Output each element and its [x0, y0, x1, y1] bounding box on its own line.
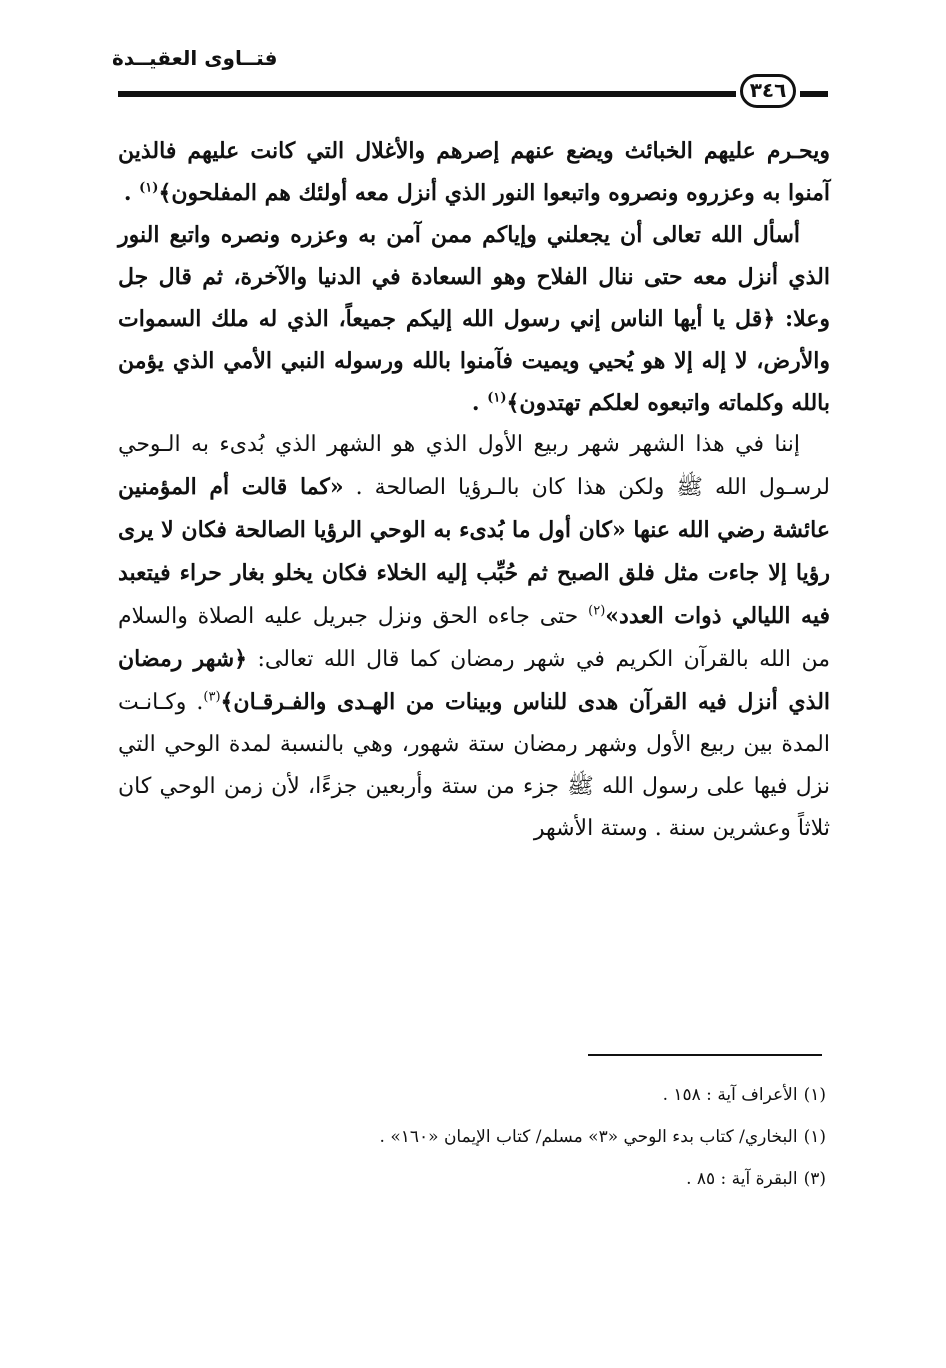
main-text	[118, 130, 830, 850]
footnote-item	[118, 1074, 826, 1116]
header-divider	[118, 91, 736, 97]
footnote-divider	[588, 1054, 822, 1056]
footnote-item	[118, 1158, 826, 1200]
paragraph-text: ويحـرم عليهم الخبائث ويضع عنهم إصرهم والأغلال التي كانت عليهم فالذين آمنوا به وعزروه ونصروه واتبعوا النور الذي أنزل معه أولئك هم المفلحون﴾	[118, 138, 830, 206]
footnote-number: (٣)	[803, 1169, 826, 1189]
paragraph-text: .	[471, 390, 488, 416]
page-number: ٣٤٦	[740, 74, 796, 108]
paragraph-text: حتى جاءه الحق ونزل جبريل عليه الصلاة والسلام من الله بالقرآن الكريم في شهر رمضان كما قال الله تعالى:	[118, 604, 830, 672]
paragraph-text: .	[123, 180, 140, 206]
footnote-text: الأعراف آية : ١٥٨ .	[662, 1085, 798, 1105]
footnote-text: البقرة آية : ٨٥ .	[686, 1169, 798, 1189]
footnotes	[118, 1074, 826, 1200]
paragraph-supplication	[118, 214, 830, 424]
running-header-title: فتــاوى العقيــدة	[112, 46, 278, 70]
footnote-marker: (١)	[487, 390, 507, 406]
paragraph-text: أسأل الله تعالى أن يجعلني وإياكم ممن آمن به وعزره ونصره واتبع النور الذي أنزل معه حتى ننال الفلاح وهو السعادة في الدنيا والآخرة، ثم قال جل وعلا: ﴿قل يا أيها الناس إني رسول الله إليكم جميعاً، الذي له ملك السموات والأرض، لا إله إلا هو يُحيي ويميت فآمنوا بالله ورسوله النبي الأمي الذي يؤمن بالله وكلماته واتبعوه لعلكم تهتدون﴾	[118, 222, 830, 416]
paragraph-revelation	[118, 424, 830, 850]
paragraph-text: . وكـانـت المدة بين ربيع الأول وشهر رمضان ستة شهور، وهي بالنسبة لمدة الوحي التي نزل فيها على رسول الله ﷺ جزء من ستة وأربعين جزءًا، لأن زمن الوحي كان ثلاثاً وعشرين سنة . وستة الأشهر	[118, 690, 830, 841]
footnote-number: (١)	[803, 1127, 826, 1147]
quran-quote: ﴿شهر رمضان الذي أنزل فيه القرآن هدى للناس وبينات من الهـدى والفـرقـان﴾	[118, 646, 831, 715]
hadith-quote: «كما قالت أم المؤمنين عائشة رضي الله عنها «كان أول ما بُدىء به الوحي الرؤيا الصالحة فكان لا يرى رؤيا إلا جاءت مثل فلق الصبح ثم حُبِّب إليه الخلاء فكان يخلو بغار حراء فيتعبد فيه الليالي ذوات العدد»	[118, 474, 830, 629]
header-divider-right	[800, 91, 828, 97]
paragraph-quran-quote-1	[118, 130, 830, 214]
footnote-marker: (٣)	[203, 689, 221, 705]
footnote-number: (١)	[803, 1085, 826, 1105]
footnote-item	[118, 1116, 826, 1158]
footnote-marker: (١)	[139, 180, 159, 196]
footnote-marker: (٢)	[588, 603, 606, 619]
paragraph-text: إننا في هذا الشهر شهر ربيع الأول الذي هو الشهر الذي بُدىء به الـوحي لرسـول الله ﷺ ولكن هذا كان بالـرؤيا الصالحة .	[118, 432, 830, 500]
footnote-text: البخاري/ كتاب بدء الوحي «٣» مسلم/ كتاب الإيمان «١٦٠» .	[379, 1127, 798, 1147]
